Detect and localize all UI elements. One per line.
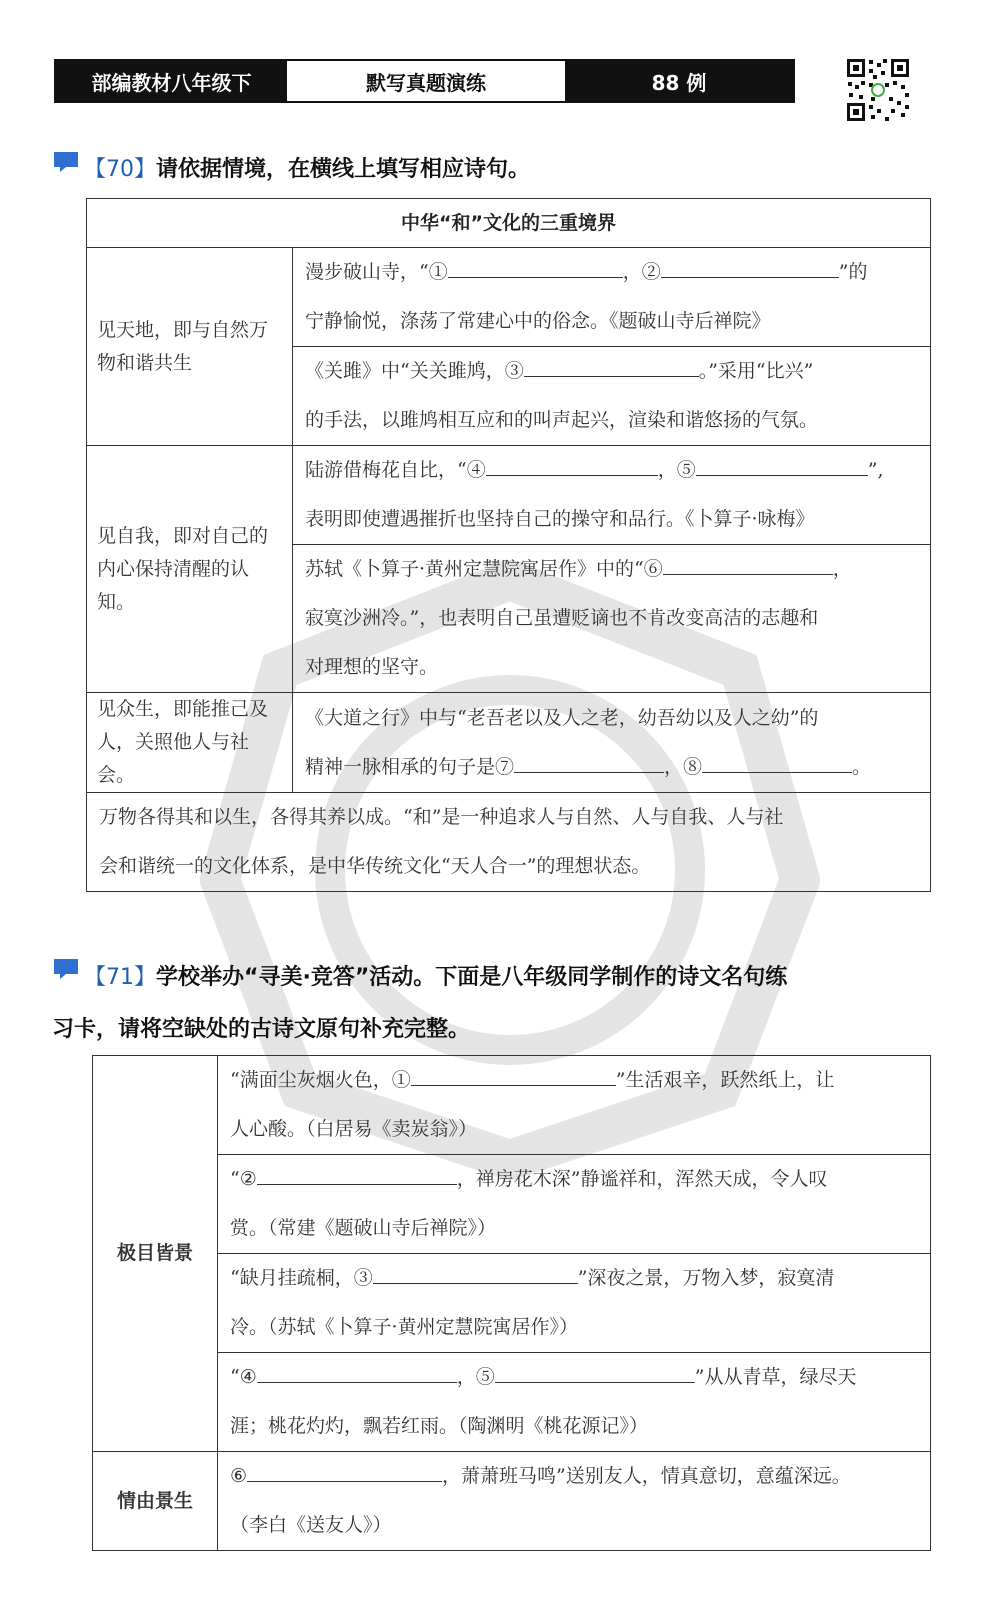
q70-row2-label: 见自我，即对自己的内心保持清醒的认知。 xyxy=(87,446,293,693)
q70-table xyxy=(86,198,931,892)
q71-category-2: 情由景生 xyxy=(93,1452,218,1551)
q70-cell-1b: 《关雎》中“关关雎鸠，③ 。”采用“比兴” 的手法，以雎鸠相互应和的叫声起兴，渲染和谐悠扬的气氛。 xyxy=(293,347,931,446)
header-count: 88 例 xyxy=(565,61,793,101)
blank-1[interactable] xyxy=(411,1063,616,1086)
blank-7[interactable] xyxy=(514,750,664,773)
q71-table xyxy=(92,1055,931,1551)
bookmark-flag-icon xyxy=(52,150,80,174)
q71-card-1: “满面尘灰烟火色，① ”生活艰辛，跃然纸上，让 人心酸。（白居易《卖炭翁》） xyxy=(218,1056,931,1155)
blank-8[interactable] xyxy=(702,750,852,773)
q71-card-5: ⑥ ，萧萧班马鸣”送别友人，情真意切，意蕴深远。 （李白《送友人》） xyxy=(218,1452,931,1551)
q71-number: 【71】 xyxy=(84,965,156,990)
q71-card-4: “④ ，⑤ ”从从青草，绿尽天 涯；桃花灼灼，飘若红雨。（陶渊明《桃花源记》） xyxy=(218,1353,931,1452)
q70-prompt: 请依据情境，在横线上填写相应诗句。 xyxy=(156,157,531,182)
q71-prompt-line2: 习卡，请将空缺处的古诗文原句补充完整。 xyxy=(52,1017,471,1042)
bookmark-flag-icon xyxy=(52,957,80,981)
header-band xyxy=(54,59,795,103)
q71-heading xyxy=(84,952,787,1004)
q70-footer-cell: 万物各得其和以生，各得其养以成。“和”是一种追求人与自然、人与自我、人与社 会和谐统一的文化体系，是中华传统文化“天人合一”的理想状态。 xyxy=(87,793,931,892)
q70-cell-2b: 苏轼《卜算子·黄州定慧院寓居作》中的“⑥ ， 寂寞沙洲冷。”，也表明自己虽遭贬谪也不肯改变高洁的志趣和 对理想的坚守。 xyxy=(293,545,931,693)
q70-row1-label: 见天地，即与自然万物和谐共生 xyxy=(87,248,293,446)
blank-1[interactable] xyxy=(448,255,623,278)
q70-number: 【70】 xyxy=(84,157,156,182)
blank-4[interactable] xyxy=(486,453,658,476)
blank-6[interactable] xyxy=(247,1459,442,1482)
blank-2[interactable] xyxy=(257,1162,457,1185)
qr-code-icon[interactable] xyxy=(845,57,911,123)
blank-5[interactable] xyxy=(696,453,868,476)
blank-6[interactable] xyxy=(663,552,833,575)
q71-card-3: “缺月挂疏桐，③ ”深夜之景，万物入梦，寂寞清 冷。（苏轼《卜算子·黄州定慧院寓居作》） xyxy=(218,1254,931,1353)
blank-4[interactable] xyxy=(257,1360,457,1383)
q70-row3-label: 见众生，即能推己及人，关照他人与社会。 xyxy=(87,693,293,793)
blank-3[interactable] xyxy=(524,354,699,377)
q70-cell-1a: 漫步破山寺，“① ，② ”的 宁静愉悦，涤荡了常建心中的俗念。《题破山寺后禅院》 xyxy=(293,248,931,347)
q70-heading xyxy=(84,144,530,196)
q70-cell-3: 《大道之行》中与“老吾老以及人之老，幼吾幼以及人之幼”的 精神一脉相承的句子是⑦ ，⑧ 。 xyxy=(293,693,931,793)
q71-card-2: “② ，禅房花木深”静谧祥和，浑然天成，令人叹 赏。（常建《题破山寺后禅院》） xyxy=(218,1155,931,1254)
blank-3[interactable] xyxy=(373,1261,578,1284)
q71-prompt-line1: 学校举办“寻美·竞答”活动。下面是八年级同学制作的诗文名句练 xyxy=(156,965,788,990)
header-grade: 部编教材八年级下 xyxy=(56,61,287,101)
header-title: 默写真题演练 xyxy=(287,61,565,101)
q71-category-1: 极目皆景 xyxy=(93,1056,218,1452)
q70-cell-2a: 陆游借梅花自比，“④ ，⑤ ”, 表明即使遭遇摧折也坚持自己的操守和品行。《卜算子·咏梅》 xyxy=(293,446,931,545)
blank-5[interactable] xyxy=(495,1360,695,1383)
blank-2[interactable] xyxy=(661,255,839,278)
q70-table-title: 中华“和”文化的三重境界 xyxy=(87,199,931,248)
